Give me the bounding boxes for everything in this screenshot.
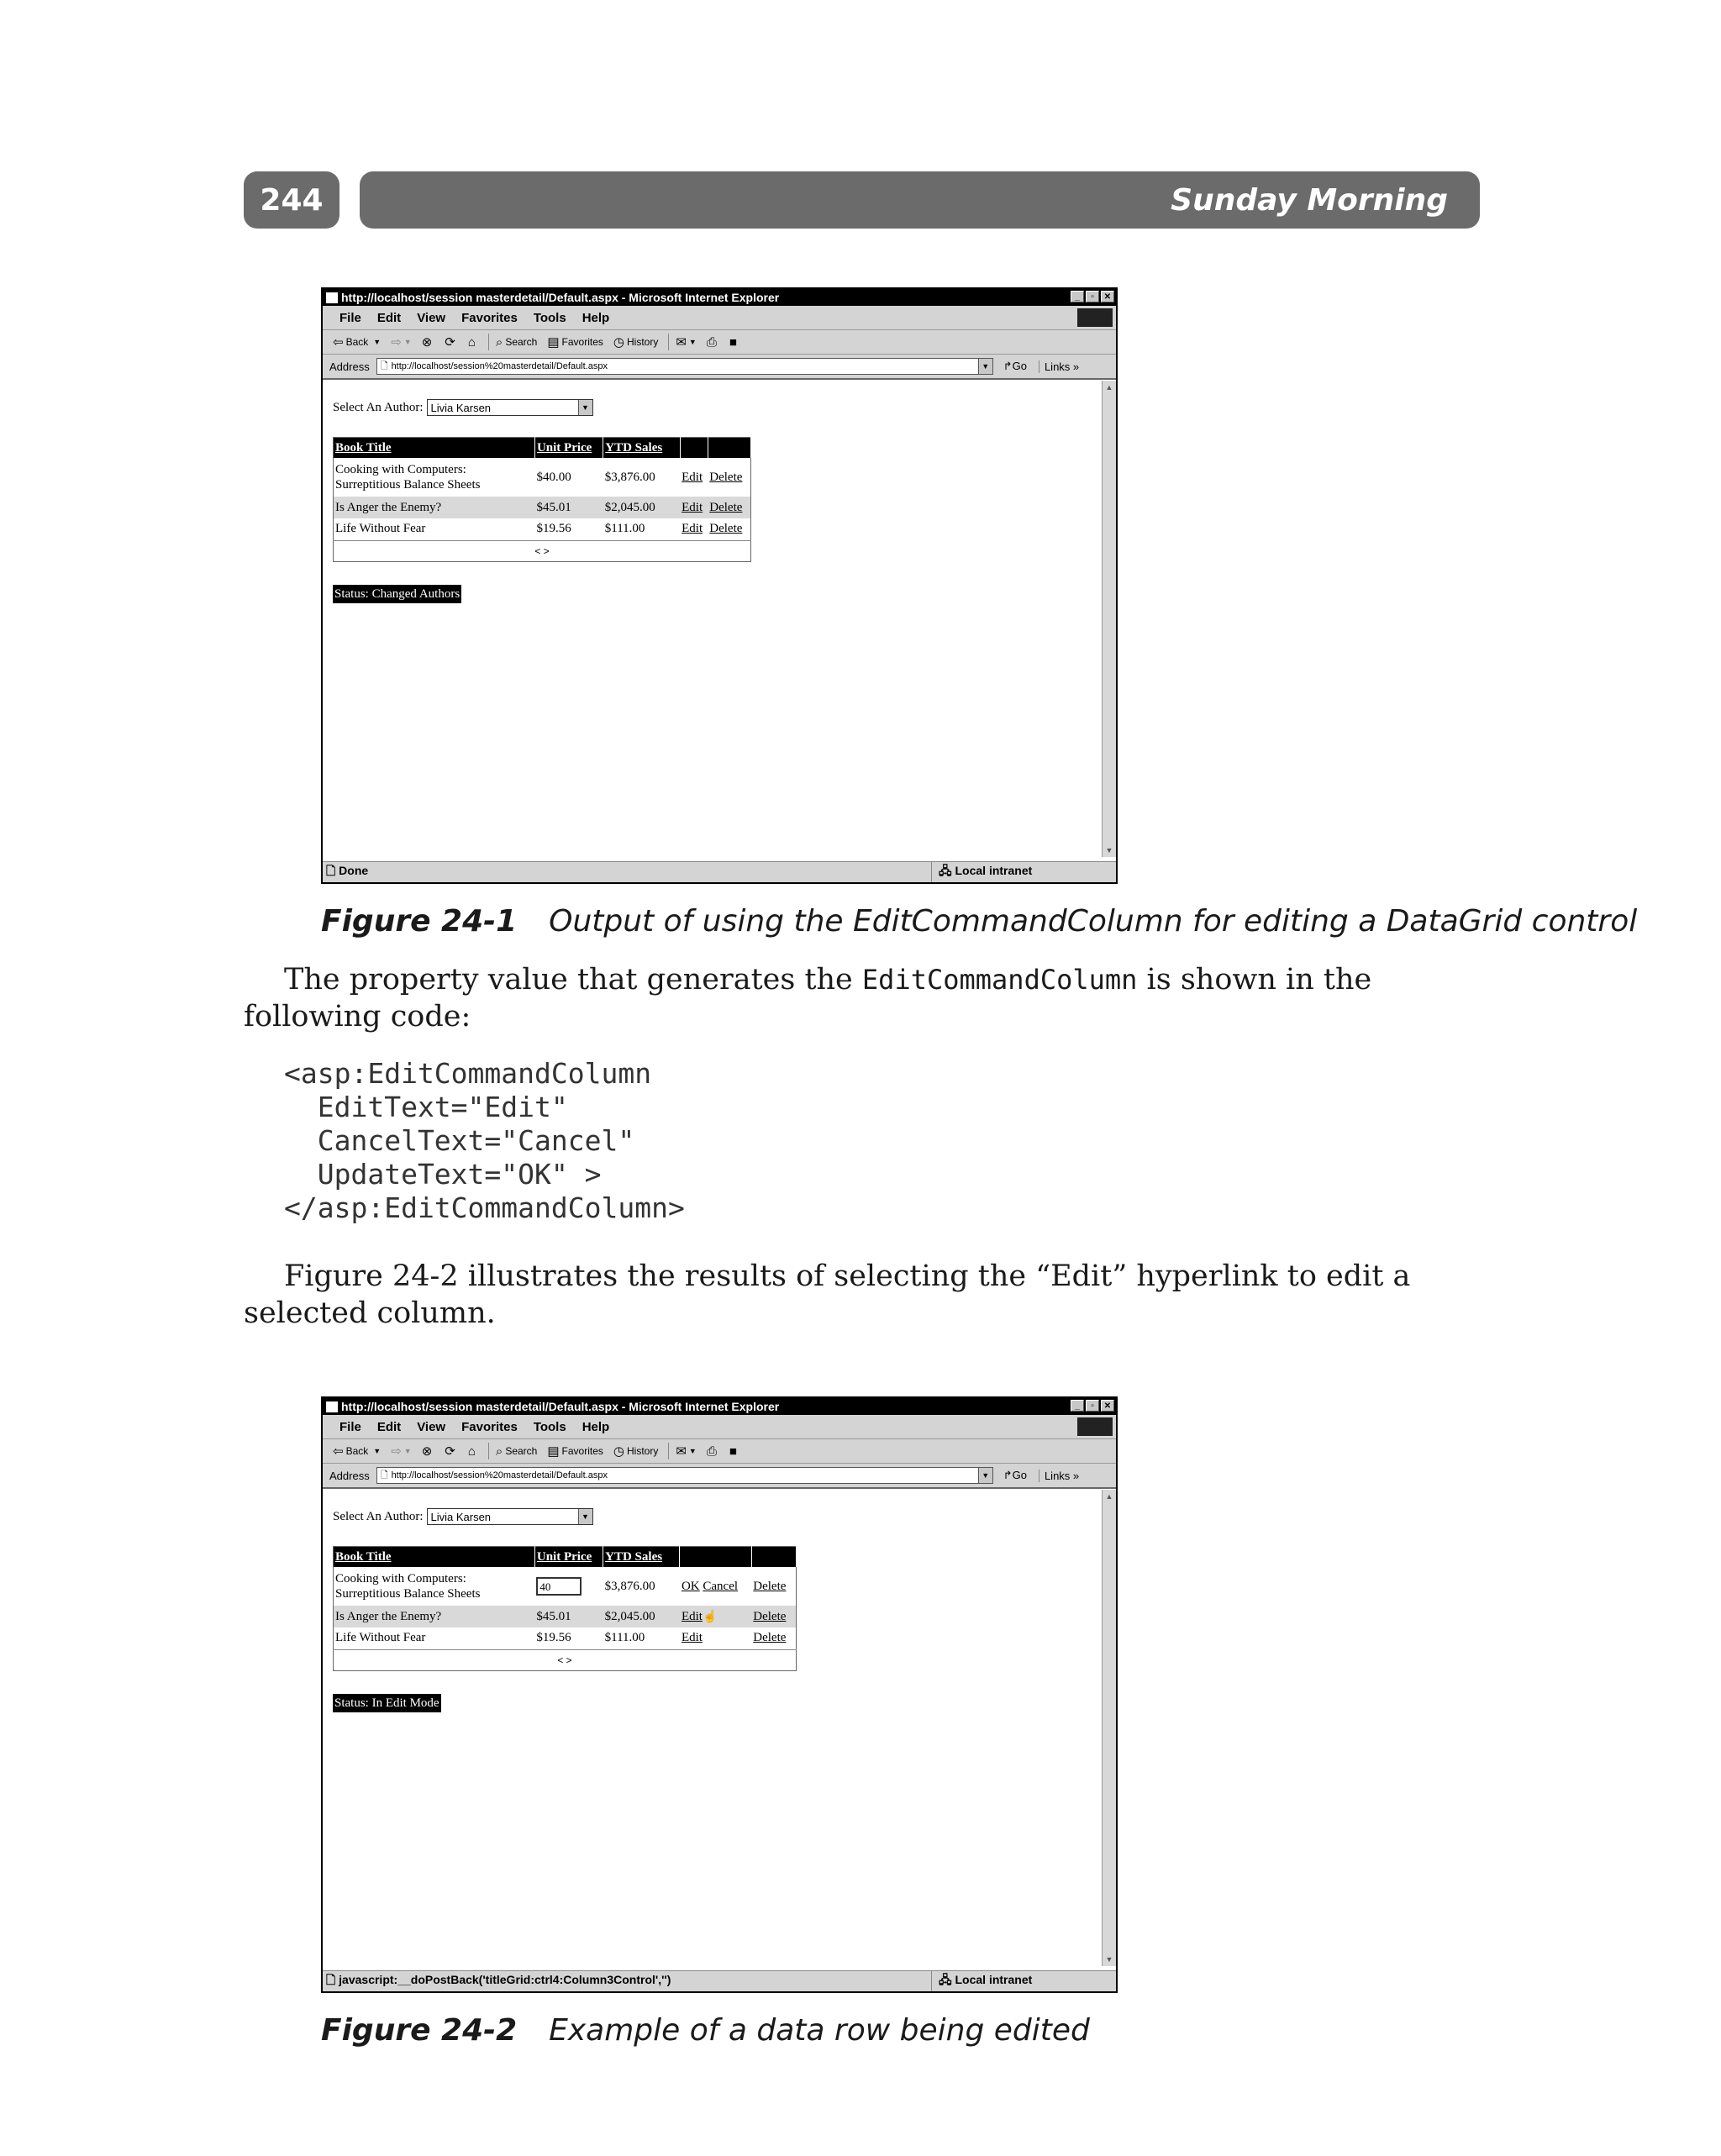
- ie-icon: [326, 292, 338, 303]
- delete-link[interactable]: Delete: [708, 497, 750, 518]
- history-label: History: [626, 336, 659, 348]
- menu-tools[interactable]: Tools: [533, 1419, 566, 1434]
- refresh-icon: ⟳: [445, 1444, 455, 1459]
- figure-2-number: Figure 24-2: [321, 2013, 518, 2048]
- print-button[interactable]: [707, 1444, 719, 1459]
- links-button[interactable]: Links »: [1039, 360, 1079, 373]
- print-icon: ⎙: [706, 334, 717, 350]
- status-bar: [323, 861, 1116, 882]
- close-icon[interactable]: ✕: [1101, 1400, 1114, 1412]
- table-row: [334, 518, 751, 540]
- menu-tools[interactable]: Tools: [533, 310, 566, 325]
- address-input[interactable]: [376, 1467, 993, 1484]
- scroll-down-icon[interactable]: ▼: [1105, 846, 1113, 855]
- vertical-scrollbar[interactable]: [1102, 1490, 1116, 1966]
- menu-help[interactable]: Help: [582, 1419, 610, 1434]
- menu-file[interactable]: File: [339, 1419, 361, 1434]
- history-button[interactable]: [613, 334, 658, 350]
- chevron-down-icon[interactable]: ▼: [578, 1509, 592, 1524]
- status-bar: [323, 1970, 1116, 1991]
- figure-1-caption-text: Output of using the EditCommandColumn for editing a DataGrid control: [549, 904, 1638, 939]
- edit-link[interactable]: Edit: [682, 522, 703, 536]
- go-button[interactable]: [1003, 1469, 1027, 1482]
- zone-indicator: 🖧 Local intranet: [931, 862, 1032, 882]
- cell-title: Life Without Fear: [335, 1631, 426, 1645]
- col-ytd-sales[interactable]: YTD Sales: [603, 1547, 680, 1568]
- col-book-title[interactable]: Book Title: [334, 438, 535, 459]
- history-icon: ◷: [613, 335, 624, 350]
- col-edit: [680, 438, 708, 459]
- search-label: Search: [505, 1445, 538, 1457]
- edit-link[interactable]: Edit: [681, 1631, 703, 1645]
- forward-button[interactable]: ⇨ ▼: [391, 335, 412, 350]
- figure-2-browser-window: [321, 1396, 1118, 1993]
- table-row: [334, 1606, 797, 1628]
- stop-icon: ⊗: [421, 1444, 433, 1459]
- chevron-down-icon[interactable]: ▼: [578, 400, 592, 415]
- status-label: Status: In Edit Mode: [333, 1694, 441, 1712]
- col-delete: [751, 1547, 796, 1568]
- menu-edit[interactable]: Edit: [376, 310, 402, 325]
- window-title: http://localhost/session masterdetail/Default.aspx - Microsoft Internet Explorer: [341, 291, 780, 304]
- stop-button[interactable]: [422, 1443, 435, 1459]
- cell-title: Cooking with Computers: Surreptitious Balance Sheets: [335, 463, 481, 492]
- menu-view[interactable]: View: [417, 1419, 446, 1434]
- history-label: History: [626, 1445, 659, 1457]
- author-select[interactable]: [427, 1508, 593, 1525]
- col-book-title[interactable]: Book Title: [334, 1547, 535, 1568]
- figure-2-caption-text: Example of a data row being edited: [549, 2013, 1090, 2048]
- home-icon: ⌂: [467, 334, 476, 350]
- cancel-link[interactable]: Cancel: [703, 1579, 739, 1593]
- search-button[interactable]: [496, 1444, 537, 1459]
- forward-button[interactable]: ⇨ ▼: [391, 1444, 412, 1459]
- intranet-icon: 🖧: [939, 1973, 955, 1986]
- cell-price: $19.56: [536, 522, 571, 536]
- windows-logo-icon: [1077, 308, 1113, 327]
- page-icon: 🗋: [326, 864, 339, 877]
- figure-2-caption: [321, 2013, 1090, 2048]
- address-url: http://localhost/session%20masterdetail/Default.aspx: [391, 361, 608, 371]
- grid-header-row: [334, 1547, 797, 1568]
- address-dropdown-icon[interactable]: ▼: [978, 1468, 992, 1483]
- ok-link[interactable]: OK: [681, 1579, 700, 1593]
- pager-links[interactable]: < >: [334, 540, 751, 561]
- paragraph-1: The property value that generates the EditCommandColumn is shown in the following code:: [244, 963, 1372, 1033]
- author-selector-row: [333, 1508, 593, 1525]
- go-arrow-icon: ↱: [1003, 1469, 1013, 1481]
- window-title: http://localhost/session masterdetail/Default.aspx - Microsoft Internet Explorer: [341, 1400, 780, 1413]
- col-ytd-sales[interactable]: YTD Sales: [603, 438, 680, 459]
- cell-sales: $2,045.00: [603, 1606, 680, 1628]
- back-button[interactable]: ⇦ Back ▼: [333, 1444, 382, 1459]
- back-label: Back: [345, 1445, 369, 1457]
- vertical-scrollbar[interactable]: [1102, 381, 1116, 857]
- cell-sales: $3,876.00: [604, 1579, 655, 1593]
- refresh-button[interactable]: [445, 334, 458, 350]
- history-icon: ◷: [613, 1444, 624, 1459]
- table-row: [334, 1628, 797, 1649]
- cell-price: $45.01: [534, 497, 603, 518]
- table-row-editing: [334, 1567, 797, 1606]
- menu-favorites[interactable]: Favorites: [461, 310, 518, 325]
- paragraph-2: Figure 24-2 illustrates the results of selecting the “Edit” hyperlink to edit a selected column.: [244, 1259, 1411, 1330]
- go-button[interactable]: [1003, 360, 1027, 373]
- section-title: Sunday Morning: [1171, 182, 1448, 218]
- favorites-icon: ▤: [547, 335, 560, 350]
- home-button[interactable]: [468, 335, 478, 350]
- author-select[interactable]: [427, 399, 593, 416]
- home-button[interactable]: [468, 1444, 478, 1459]
- edit-page-icon: ■: [729, 1443, 737, 1459]
- search-button[interactable]: [496, 335, 537, 350]
- ie-icon: [326, 1401, 338, 1412]
- history-button[interactable]: [613, 1443, 658, 1459]
- back-arrow-icon: ⇦: [333, 335, 344, 350]
- cell-price-editor: [534, 1567, 603, 1606]
- menu-bar: [323, 1415, 1116, 1439]
- address-url: http://localhost/session%20masterdetail/Default.aspx: [391, 1470, 608, 1480]
- stop-icon: ⊗: [421, 335, 433, 350]
- refresh-icon: ⟳: [445, 335, 455, 350]
- restore-icon[interactable]: ▫: [1086, 291, 1099, 302]
- title-grid: [333, 1546, 797, 1671]
- menu-help[interactable]: Help: [582, 310, 610, 325]
- table-row: [334, 458, 751, 497]
- mail-button[interactable]: ✉ ▼: [676, 1444, 697, 1459]
- title-bar: [323, 289, 1116, 306]
- back-button[interactable]: ⇦ Back ▼: [333, 335, 382, 350]
- windows-logo-icon: [1077, 1417, 1113, 1436]
- home-icon: ⌂: [467, 1443, 476, 1459]
- title-bar: [323, 1398, 1116, 1415]
- toolbar: [323, 330, 1116, 355]
- go-arrow-icon: ↱: [1003, 360, 1013, 372]
- go-label: Go: [1012, 1469, 1027, 1481]
- edit-page-button[interactable]: [729, 1444, 739, 1459]
- minimize-icon[interactable]: _: [1071, 1400, 1084, 1412]
- author-label: Select An Author:: [333, 1509, 424, 1523]
- cell-price: $40.00: [536, 470, 571, 484]
- favorites-label: Favorites: [561, 336, 603, 348]
- code-block: <asp:EditCommandColumn EditText="Edit" CancelText="Cancel" UpdateText="OK" > </asp:EditCommandColumn>: [284, 1057, 685, 1224]
- mail-button[interactable]: ✉ ▼: [676, 335, 697, 350]
- page-icon: 🗋: [326, 1973, 339, 1986]
- address-label: Address: [329, 1469, 370, 1482]
- restore-icon[interactable]: ▫: [1086, 1400, 1099, 1412]
- back-label: Back: [345, 336, 369, 348]
- col-edit: [680, 1547, 751, 1568]
- go-label: Go: [1012, 360, 1027, 372]
- author-select-value: Livia Karsen: [430, 401, 492, 414]
- title-grid: [333, 437, 751, 562]
- figure-1-browser-window: [321, 287, 1118, 884]
- delete-link[interactable]: Delete: [709, 522, 743, 536]
- address-bar: [323, 1464, 1116, 1489]
- cell-price: $45.01: [534, 1606, 603, 1628]
- pager-links[interactable]: < >: [334, 1649, 797, 1670]
- author-label: Select An Author:: [333, 400, 424, 414]
- zone-indicator: 🖧 Local intranet: [931, 1971, 1032, 1991]
- col-delete: [708, 438, 750, 459]
- stop-button[interactable]: [422, 334, 435, 350]
- delete-link[interactable]: Delete: [753, 1631, 787, 1645]
- figure-1-number: Figure 24-1: [321, 904, 518, 939]
- intranet-icon: 🖧: [939, 864, 955, 877]
- mail-icon: ✉: [676, 1444, 687, 1459]
- col-unit-price[interactable]: Unit Price: [534, 1547, 603, 1568]
- mail-icon: ✉: [676, 335, 687, 350]
- edit-link[interactable]: Edit: [682, 470, 703, 484]
- favorites-button[interactable]: [547, 334, 603, 350]
- menu-view[interactable]: View: [417, 310, 446, 325]
- search-label: Search: [505, 336, 538, 348]
- minimize-icon[interactable]: _: [1071, 291, 1084, 302]
- grid-pager-row: [334, 540, 751, 561]
- grid-pager-row: [334, 1649, 797, 1670]
- favorites-icon: ▤: [547, 1444, 560, 1459]
- toolbar: [323, 1439, 1116, 1464]
- address-label: Address: [329, 360, 370, 373]
- page-icon: 🗋: [380, 1470, 388, 1480]
- cell-sales: $111.00: [604, 1631, 645, 1645]
- favorites-label: Favorites: [561, 1445, 603, 1457]
- search-icon: ⌕: [495, 334, 503, 350]
- delete-link[interactable]: Delete: [751, 1606, 796, 1628]
- page-number: 244: [244, 171, 339, 229]
- cell-edit-actions: [680, 1567, 751, 1606]
- edit-link[interactable]: Edit: [681, 1609, 703, 1623]
- cell-title: Is Anger the Enemy?: [334, 1606, 535, 1628]
- links-button[interactable]: Links »: [1039, 1470, 1079, 1482]
- edit-page-icon: ■: [729, 334, 737, 350]
- print-button[interactable]: [707, 335, 719, 350]
- menu-edit[interactable]: Edit: [376, 1419, 402, 1434]
- delete-link[interactable]: Delete: [709, 470, 743, 484]
- forward-arrow-icon: ⇨: [391, 335, 402, 350]
- col-unit-price[interactable]: Unit Price: [534, 438, 603, 459]
- refresh-button[interactable]: [445, 1443, 458, 1459]
- cell-sales: $3,876.00: [604, 470, 655, 484]
- print-icon: ⎙: [706, 1443, 717, 1459]
- section-header: [360, 171, 1480, 229]
- cell-title: Life Without Fear: [335, 522, 426, 536]
- menu-bar: [323, 306, 1116, 330]
- address-dropdown-icon[interactable]: ▼: [978, 359, 992, 374]
- scroll-up-icon[interactable]: ▲: [1105, 1492, 1113, 1501]
- table-row: [334, 497, 751, 518]
- status-bar-text: 🗋 Done: [326, 864, 369, 877]
- figure-1-caption: [321, 904, 1637, 939]
- author-select-value: Livia Karsen: [430, 1510, 492, 1523]
- search-icon: ⌕: [495, 1443, 503, 1459]
- inline-code: EditCommandColumn: [861, 964, 1138, 996]
- scroll-up-icon[interactable]: ▲: [1105, 383, 1113, 392]
- address-input[interactable]: [376, 358, 993, 375]
- back-arrow-icon: ⇦: [333, 1444, 344, 1459]
- delete-link[interactable]: Delete: [753, 1579, 787, 1593]
- status-label: Status: Changed Authors: [333, 585, 461, 603]
- menu-favorites[interactable]: Favorites: [461, 1419, 518, 1434]
- unit-price-input[interactable]: 40: [536, 1577, 582, 1596]
- cell-price: $19.56: [536, 1631, 571, 1645]
- cell-sales: $111.00: [604, 522, 645, 536]
- edit-link[interactable]: Edit: [680, 497, 708, 518]
- scroll-down-icon[interactable]: ▼: [1105, 1955, 1113, 1964]
- cell-sales: $2,045.00: [603, 497, 680, 518]
- links-label: Links: [1044, 360, 1071, 373]
- cell-title: Is Anger the Enemy?: [334, 497, 535, 518]
- status-bar-text: 🗋 javascript:__doPostBack('titleGrid:ctrl4:Column3Control',''): [326, 1973, 671, 1986]
- page-content: [323, 1490, 1103, 1966]
- page-content: [323, 381, 1103, 857]
- hand-cursor-icon: ☝: [702, 1610, 718, 1623]
- grid-header-row: [334, 438, 751, 459]
- address-bar: [323, 355, 1116, 380]
- author-selector-row: [333, 399, 593, 416]
- cell-title: Cooking with Computers: Surreptitious Balance Sheets: [335, 1572, 481, 1601]
- favorites-button[interactable]: [547, 1443, 603, 1459]
- cell-edit: [680, 1606, 751, 1628]
- edit-page-button[interactable]: [729, 335, 739, 350]
- forward-arrow-icon: ⇨: [391, 1444, 402, 1459]
- close-icon[interactable]: ✕: [1101, 291, 1114, 302]
- menu-file[interactable]: File: [339, 310, 361, 325]
- links-label: Links: [1044, 1469, 1071, 1482]
- page-icon: 🗋: [380, 360, 388, 371]
